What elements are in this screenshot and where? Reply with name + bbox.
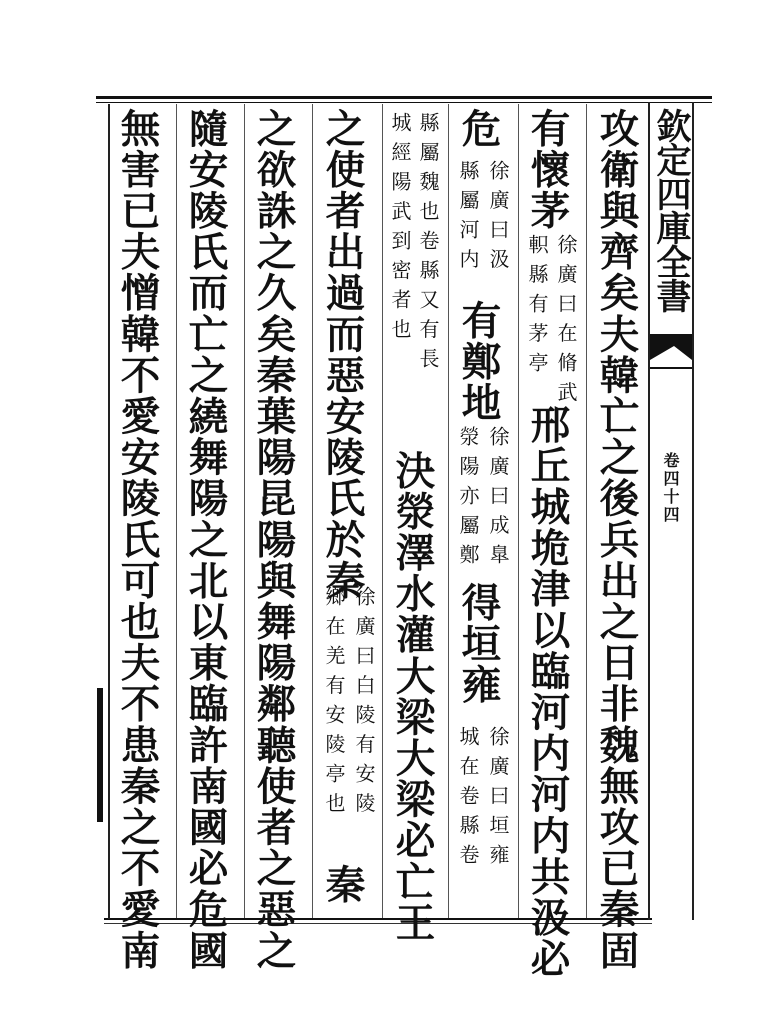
top-border-thick bbox=[96, 96, 712, 99]
text-column-7: 隨安陵氏而亡之繞舞陽之北以東臨許南國必危國 bbox=[182, 108, 229, 972]
annotation-2b: 軹縣有茅亭 bbox=[525, 234, 549, 382]
annotation-3c: 徐廣曰成臯 bbox=[486, 426, 510, 574]
text-column-5-end: 秦 bbox=[319, 864, 366, 906]
column-divider bbox=[382, 104, 383, 918]
text-column-2-cont: 邢丘城垝津以臨河内河内共汲必 bbox=[524, 404, 571, 980]
annotation-5a: 徐廣曰白陵有安陵 bbox=[352, 586, 376, 822]
column-divider bbox=[448, 104, 449, 918]
annotation-3f: 城在卷縣卷 bbox=[456, 726, 480, 874]
book-title: 欽定四庫全書 bbox=[651, 108, 692, 312]
volume-label: 卷四十四 bbox=[661, 452, 680, 524]
column-divider bbox=[518, 104, 519, 918]
annotation-4a: 縣屬魏也卷縣又有長 bbox=[416, 112, 440, 378]
text-column-8: 無害已夫憎韓不愛安陵氏可也夫不患秦之不愛南 bbox=[114, 108, 161, 972]
text-column-3-b: 有鄭地 bbox=[455, 300, 502, 424]
annotation-3b: 縣屬河内 bbox=[456, 160, 480, 278]
annotation-4b: 城經陽武到密者也 bbox=[388, 112, 412, 348]
text-column-2-main: 有懷茅 bbox=[524, 108, 571, 232]
column-divider bbox=[176, 104, 177, 918]
annotation-3d: 滎陽亦屬鄭 bbox=[456, 426, 480, 574]
text-column-3-main: 危 bbox=[455, 108, 502, 150]
annotation-3a: 徐廣曰汲 bbox=[486, 160, 510, 278]
fish-tail-mark bbox=[650, 332, 692, 372]
text-column-3-c: 得垣雍 bbox=[455, 582, 502, 706]
annotation-5b: 鄉在羌有安陵亭也 bbox=[322, 586, 346, 822]
annotation-3e: 徐廣曰垣雍 bbox=[486, 726, 510, 874]
text-column-5-main: 之使者出過而惡安陵氏於秦 bbox=[319, 108, 366, 602]
column-divider bbox=[244, 104, 245, 918]
text-column-6: 之欲誅之久矣秦葉陽昆陽與舞陽鄰聽使者之惡之 bbox=[250, 108, 297, 972]
top-border-thin bbox=[96, 102, 712, 103]
annotation-2a: 徐廣曰在脩武 bbox=[554, 234, 578, 411]
text-column-4: 決滎澤水灌大梁大梁必亡王 bbox=[389, 450, 436, 944]
text-column-1: 攻衛與齊矣夫韓亡之後兵出之日非魏無攻已秦固 bbox=[593, 108, 640, 972]
column-divider bbox=[586, 104, 587, 918]
column-divider bbox=[312, 104, 313, 918]
left-border bbox=[108, 104, 110, 919]
binding-mark bbox=[97, 688, 103, 822]
